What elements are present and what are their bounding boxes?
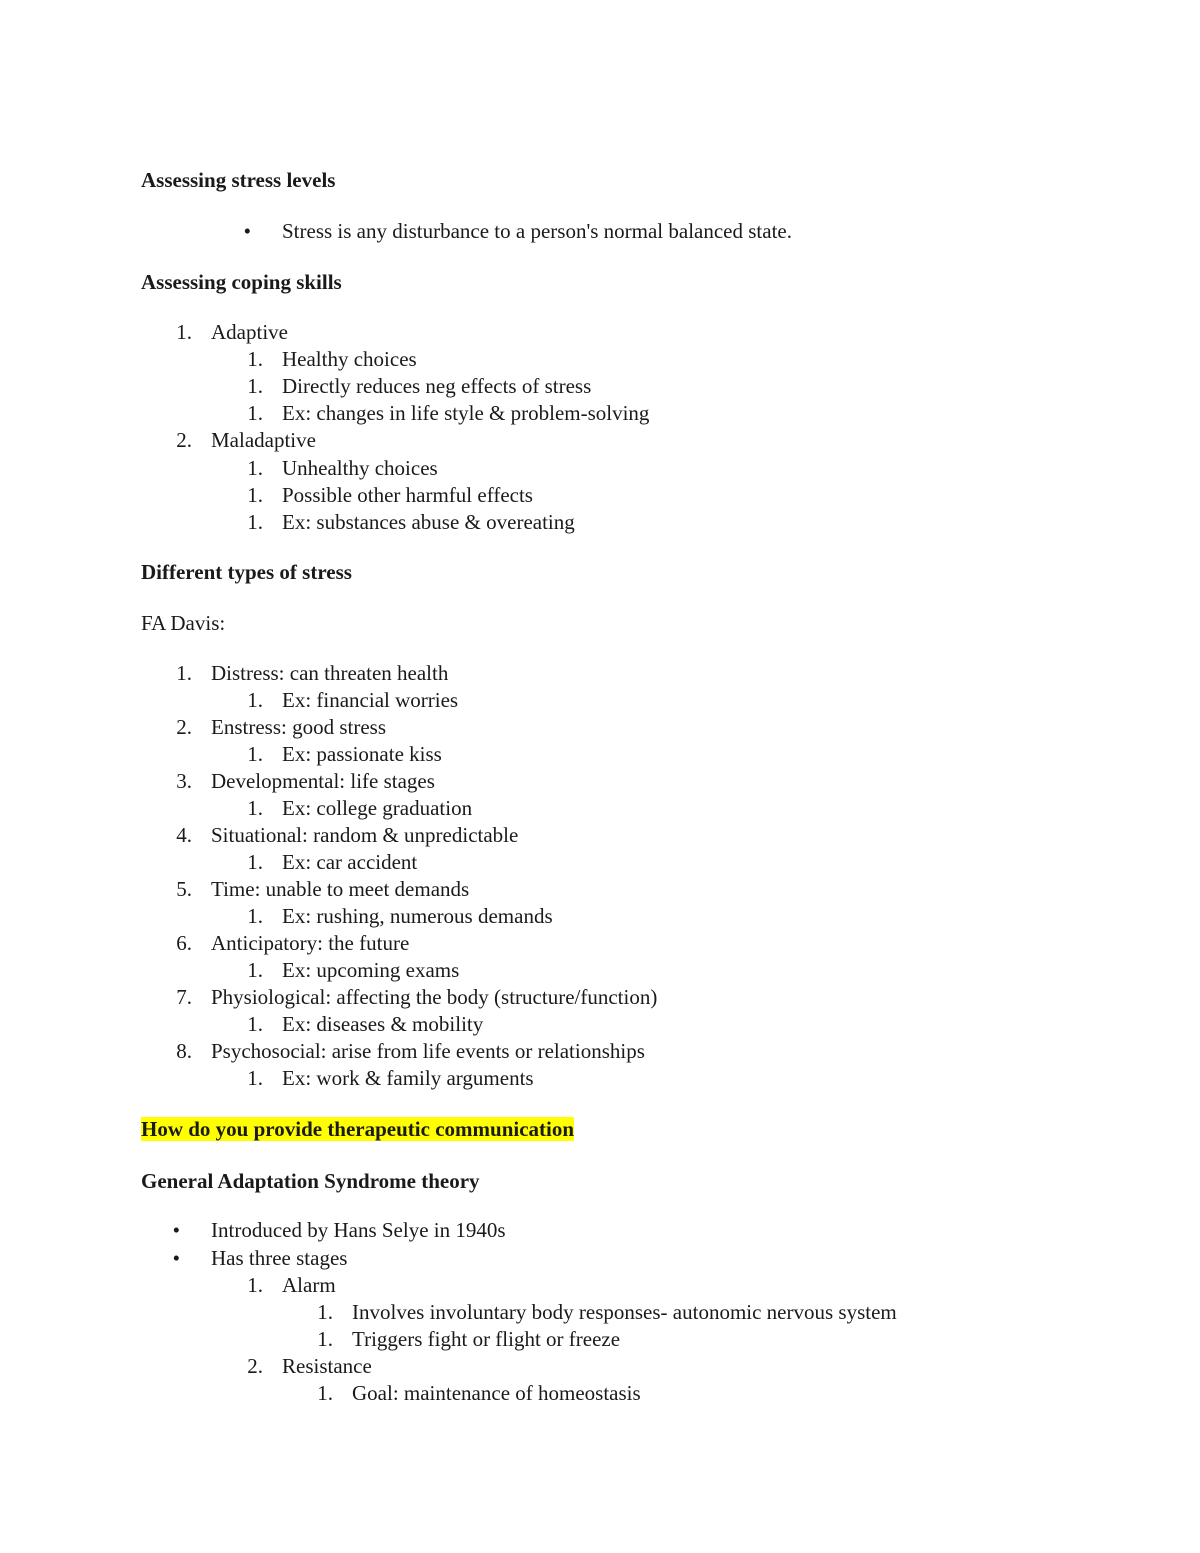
list-text: Adaptive	[211, 320, 288, 344]
list-number: 3.	[176, 769, 192, 793]
list-text: Situational: random & unpredictable	[211, 823, 519, 847]
bullet-text: Introduced by Hans Selye in 1940s	[211, 1218, 506, 1242]
heading-general-adaptation-syndrome: General Adaptation Syndrome theory	[141, 1169, 480, 1193]
list-text: Ex: rushing, numerous demands	[282, 904, 553, 928]
heading-assessing-stress-levels: Assessing stress levels	[141, 168, 336, 192]
list-number: 1.	[247, 850, 263, 874]
list-number: 5.	[176, 877, 192, 901]
list-number: 1.	[247, 1273, 263, 1297]
list-number: 2.	[247, 1354, 263, 1378]
bullet-text: Has three stages	[211, 1246, 348, 1270]
list-text: Enstress: good stress	[211, 715, 386, 739]
list-text: Triggers fight or flight or freeze	[352, 1327, 621, 1351]
list-text: Ex: car accident	[282, 850, 418, 874]
list-number: 1.	[247, 401, 263, 425]
list-text: Physiological: affecting the body (structure/function)	[211, 985, 658, 1009]
heading-different-types-of-stress: Different types of stress	[141, 560, 352, 584]
list-number: 1.	[247, 1066, 263, 1090]
list-text: Involves involuntary body responses- autonomic nervous system	[352, 1300, 897, 1324]
bullet-icon: •	[172, 1246, 180, 1270]
list-number: 1.	[247, 347, 263, 371]
list-number: 1.	[247, 742, 263, 766]
list-text: Resistance	[282, 1354, 372, 1378]
list-text: Ex: upcoming exams	[282, 958, 460, 982]
list-text: Alarm	[282, 1273, 336, 1297]
list-number: 1.	[247, 510, 263, 534]
list-text: Distress: can threaten health	[211, 661, 449, 685]
list-number: 1.	[247, 904, 263, 928]
list-text: Healthy choices	[282, 347, 417, 371]
list-text: Ex: college graduation	[282, 796, 473, 820]
list-number: 2.	[176, 715, 192, 739]
list-number: 1.	[247, 456, 263, 480]
list-text: Goal: maintenance of homeostasis	[352, 1381, 641, 1405]
list-text: Anticipatory: the future	[211, 931, 410, 955]
list-number: 1.	[247, 796, 263, 820]
list-number: 1.	[247, 688, 263, 712]
list-text: Possible other harmful effects	[282, 483, 533, 507]
list-text: Ex: changes in life style & problem-solving	[282, 401, 650, 425]
list-number: 4.	[176, 823, 192, 847]
source-label: FA Davis:	[141, 611, 226, 635]
heading-therapeutic-communication	[141, 1115, 574, 1143]
list-text: Ex: work & family arguments	[282, 1066, 534, 1090]
list-text: Directly reduces neg effects of stress	[282, 374, 592, 398]
list-text: Ex: substances abuse & overeating	[282, 510, 575, 534]
list-text: Ex: passionate kiss	[282, 742, 442, 766]
bullet-icon: •	[243, 219, 251, 243]
list-text: Developmental: life stages	[211, 769, 435, 793]
list-text: Psychosocial: arise from life events or relationships	[211, 1039, 645, 1063]
bullet-icon: •	[172, 1218, 180, 1242]
list-text: Unhealthy choices	[282, 456, 438, 480]
list-number: 7.	[176, 985, 192, 1009]
list-number: 1.	[247, 483, 263, 507]
list-text: Maladaptive	[211, 428, 316, 452]
list-number: 1.	[317, 1381, 333, 1405]
list-number: 2.	[176, 428, 192, 452]
list-text: Ex: diseases & mobility	[282, 1012, 484, 1036]
list-number: 1.	[176, 320, 192, 344]
list-text: Ex: financial worries	[282, 688, 459, 712]
heading-assessing-coping-skills: Assessing coping skills	[141, 270, 342, 294]
list-number: 1.	[247, 374, 263, 398]
list-text: Time: unable to meet demands	[211, 877, 470, 901]
list-number: 1.	[247, 1012, 263, 1036]
list-number: 8.	[176, 1039, 192, 1063]
list-number: 1.	[176, 661, 192, 685]
list-number: 1.	[317, 1327, 333, 1351]
list-number: 6.	[176, 931, 192, 955]
highlighted-heading-text: How do you provide therapeutic communication	[141, 1117, 575, 1141]
list-number: 1.	[317, 1300, 333, 1324]
bullet-text: Stress is any disturbance to a person's normal balanced state.	[282, 219, 792, 243]
list-number: 1.	[247, 958, 263, 982]
